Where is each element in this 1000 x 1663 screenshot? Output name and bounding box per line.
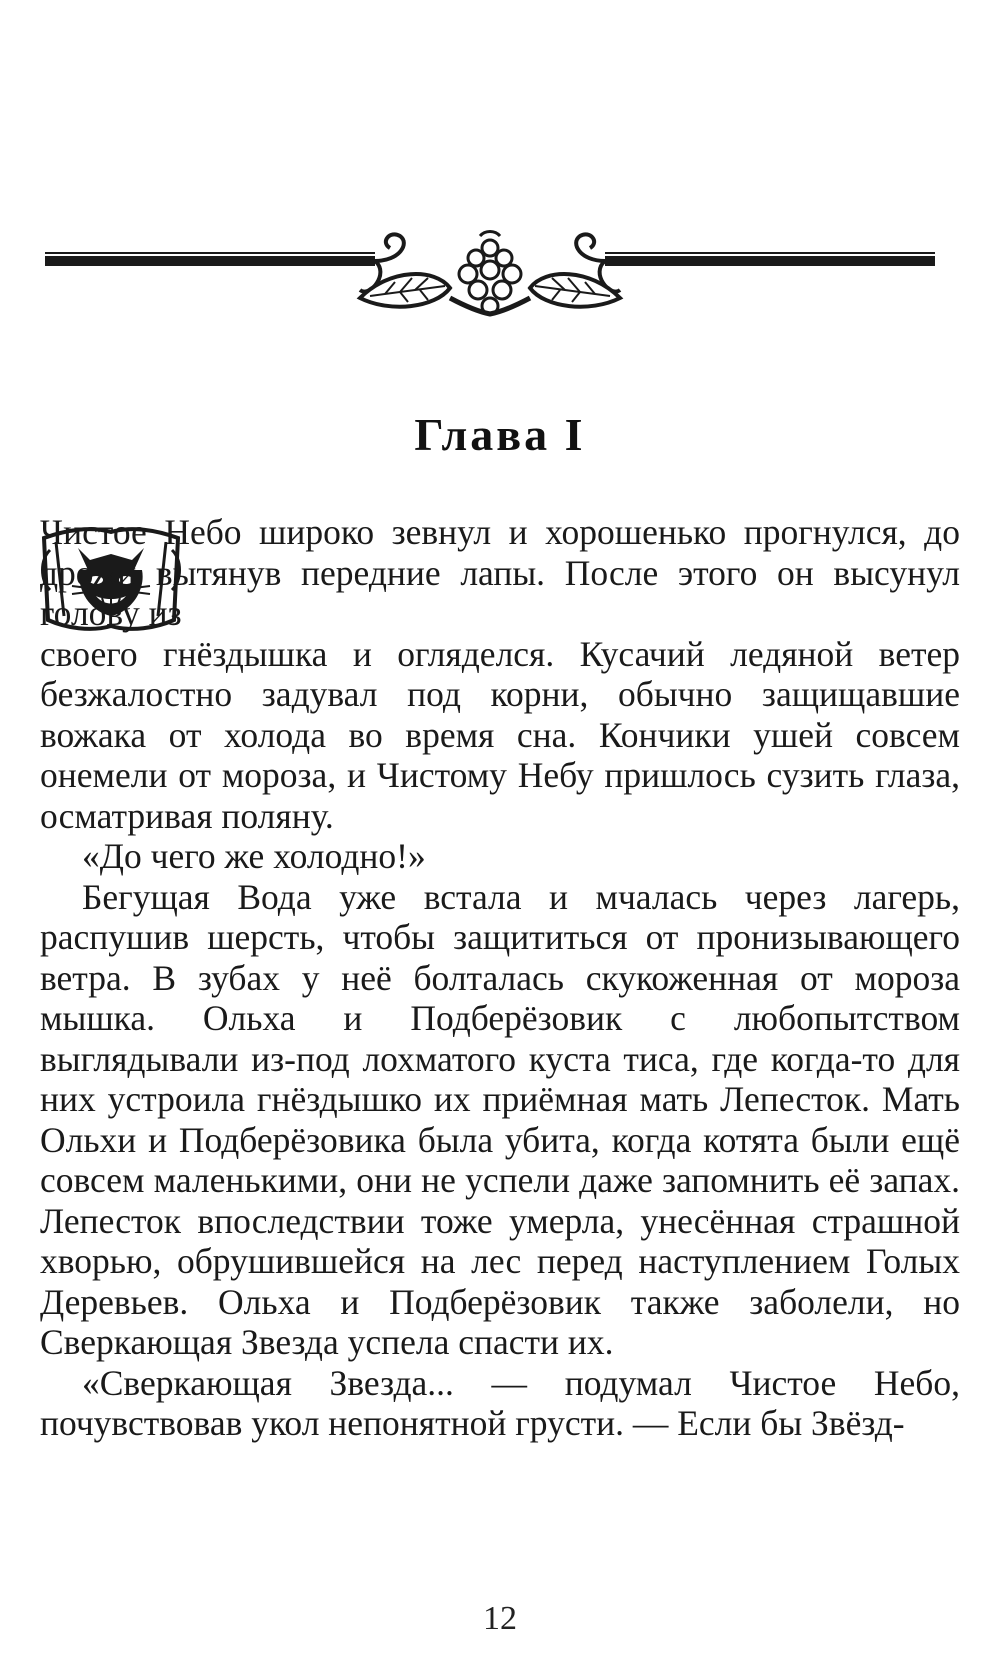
chapter-body (40, 512, 960, 1444)
paragraph-camp: Бегущая Вода уже встала и мчалась через лагерь, распушив шерсть, чтобы защититься от пронизывающего ветра. В зубах у неё болталась скукоженная от мороза мышка. Ольха и Подберёзовик с любопытством выглядывали из-под лохматого куста тиса, где когда-то для них устроила гнёздышко их приёмная мать Лепесток. Мать Ольхи и Подберёзовика была убита, когда котята были ещё совсем маленькими, они не успели даже запомнить её запах. Лепесток впоследствии тоже умерла, унесённая страшной хворью, обрушившейся на лес перед наступлением Голых Деревьев. Ольха и Подберёзовик также заболели, но Сверкающая Звезда успела спасти их. (40, 876, 960, 1362)
paragraph-thought: «До чего же холодно!» (82, 836, 426, 876)
paragraph-opening-wrapped: Чистое Небо широко зевнул и хорошенько прогнулся, до дрожи вытянув передние лапы. После этого он высунул голову из (40, 512, 960, 633)
paragraph-opening-rest: своего гнёздышка и огляделся. Кусачий ледяной ветер безжалостно задувал под корни, обычно защищавшие вожака от холода во время сна. Кончики ушей совсем онемели от мороза, и Чистому Небу пришлось сузить глаза, осматривая поляну. (40, 633, 960, 836)
floral-divider-icon (40, 228, 940, 328)
paragraph-thought-2: «Сверкающая Звезда... — подумал Чистое Небо, почувствовав укол непонятной грусти. — Если бы Звёзд- (40, 1362, 960, 1443)
page-number: 12 (483, 1600, 517, 1637)
chapter-title: Глава I (414, 409, 586, 460)
